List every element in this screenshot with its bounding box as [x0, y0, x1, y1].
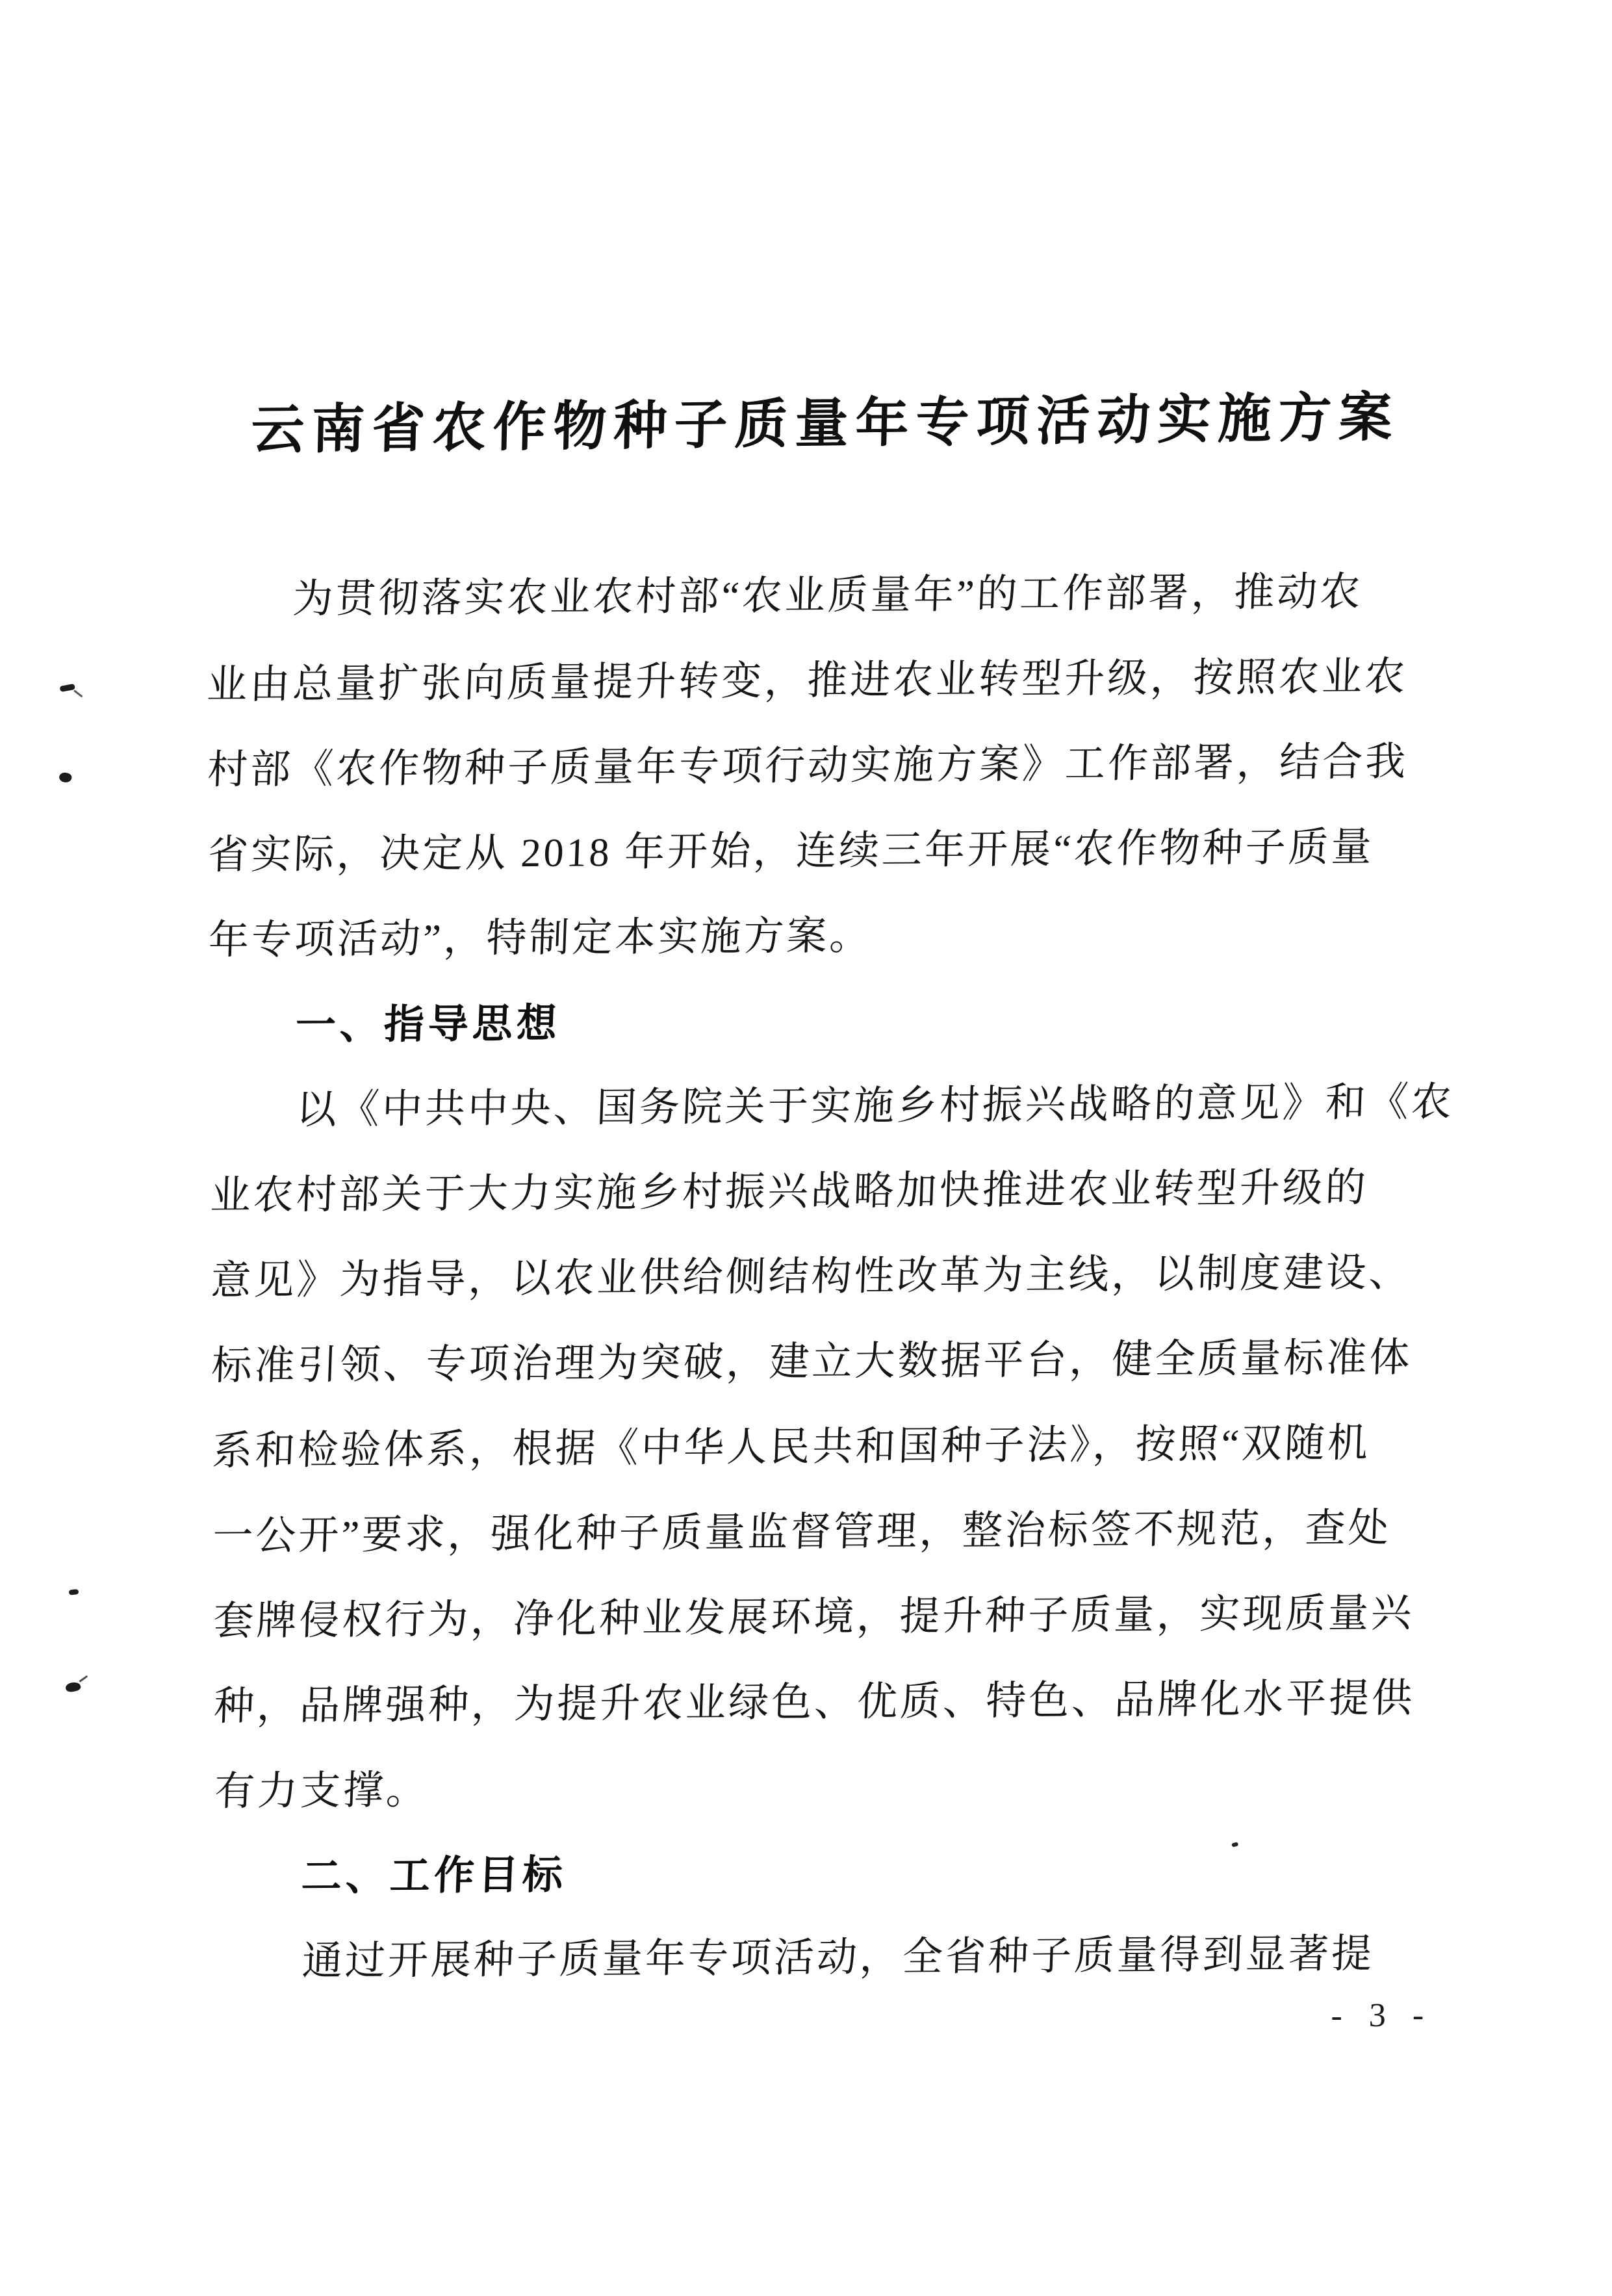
body-line: 省实际，决定从 2018 年开始，连续三年开展“农作物种子质量: [207, 825, 1375, 878]
body-line: 以《中共中央、国务院关于实施乡村振兴战略的意见》和《农: [295, 1080, 1455, 1133]
body-line: 有力支撑。: [213, 1768, 430, 1814]
body-line: 套牌侵权行为，净化种业发展环境，提升种子质量，实现质量兴: [212, 1591, 1415, 1644]
margin-ink-mark-tail: [79, 1675, 88, 1683]
body-line: 年专项活动”，特制定本实施方案。: [207, 914, 873, 963]
body-line: 一公开”要求，强化种子质量监督管理，整治标签不规范，查处: [212, 1506, 1392, 1559]
body-line: 业由总量扩张向质量提升转变，推进农业转型升级，按照农业农: [206, 654, 1409, 708]
body-line: 系和检验体系，根据《中华人民共和国种子法》，按照“双随机: [211, 1421, 1372, 1474]
body-line: 意见》为指导，以农业供给侧结构性改革为主线，以制度建设、: [210, 1250, 1413, 1304]
margin-ink-mark: [58, 771, 73, 784]
body-line: 通过开展种子质量年专项活动，全省种子质量得到显著提: [301, 1931, 1375, 1984]
body-line: 村部《农作物种子质量年专项行动实施方案》工作部署，结合我: [206, 740, 1409, 793]
section-heading-1: 一、指导思想: [294, 1001, 562, 1048]
body-line: 为贯彻落实农业农村部“农业质量年”的工作部署，推动农: [292, 569, 1364, 622]
margin-ink-mark-tail: [73, 690, 83, 697]
document-body: [206, 549, 1455, 2005]
page-number: - 3 -: [1330, 1996, 1434, 2035]
body-line: 种，品牌强种，为提升农业绿色、优质、特色、品牌化水平提供: [212, 1676, 1416, 1729]
margin-ink-mark: [69, 1589, 79, 1595]
body-line: 标准引领、专项治理为突破，建立大数据平台，健全质量标准体: [211, 1335, 1413, 1389]
body-line: 业农村部关于大力实施乡村振兴战略加快推进农业转型升级的: [209, 1165, 1369, 1219]
margin-ink-mark: [65, 1681, 81, 1694]
page-title: 云南省农作物种子质量年专项活动实施方案: [250, 387, 1400, 460]
section-heading-2: 二、工作目标: [300, 1852, 568, 1900]
